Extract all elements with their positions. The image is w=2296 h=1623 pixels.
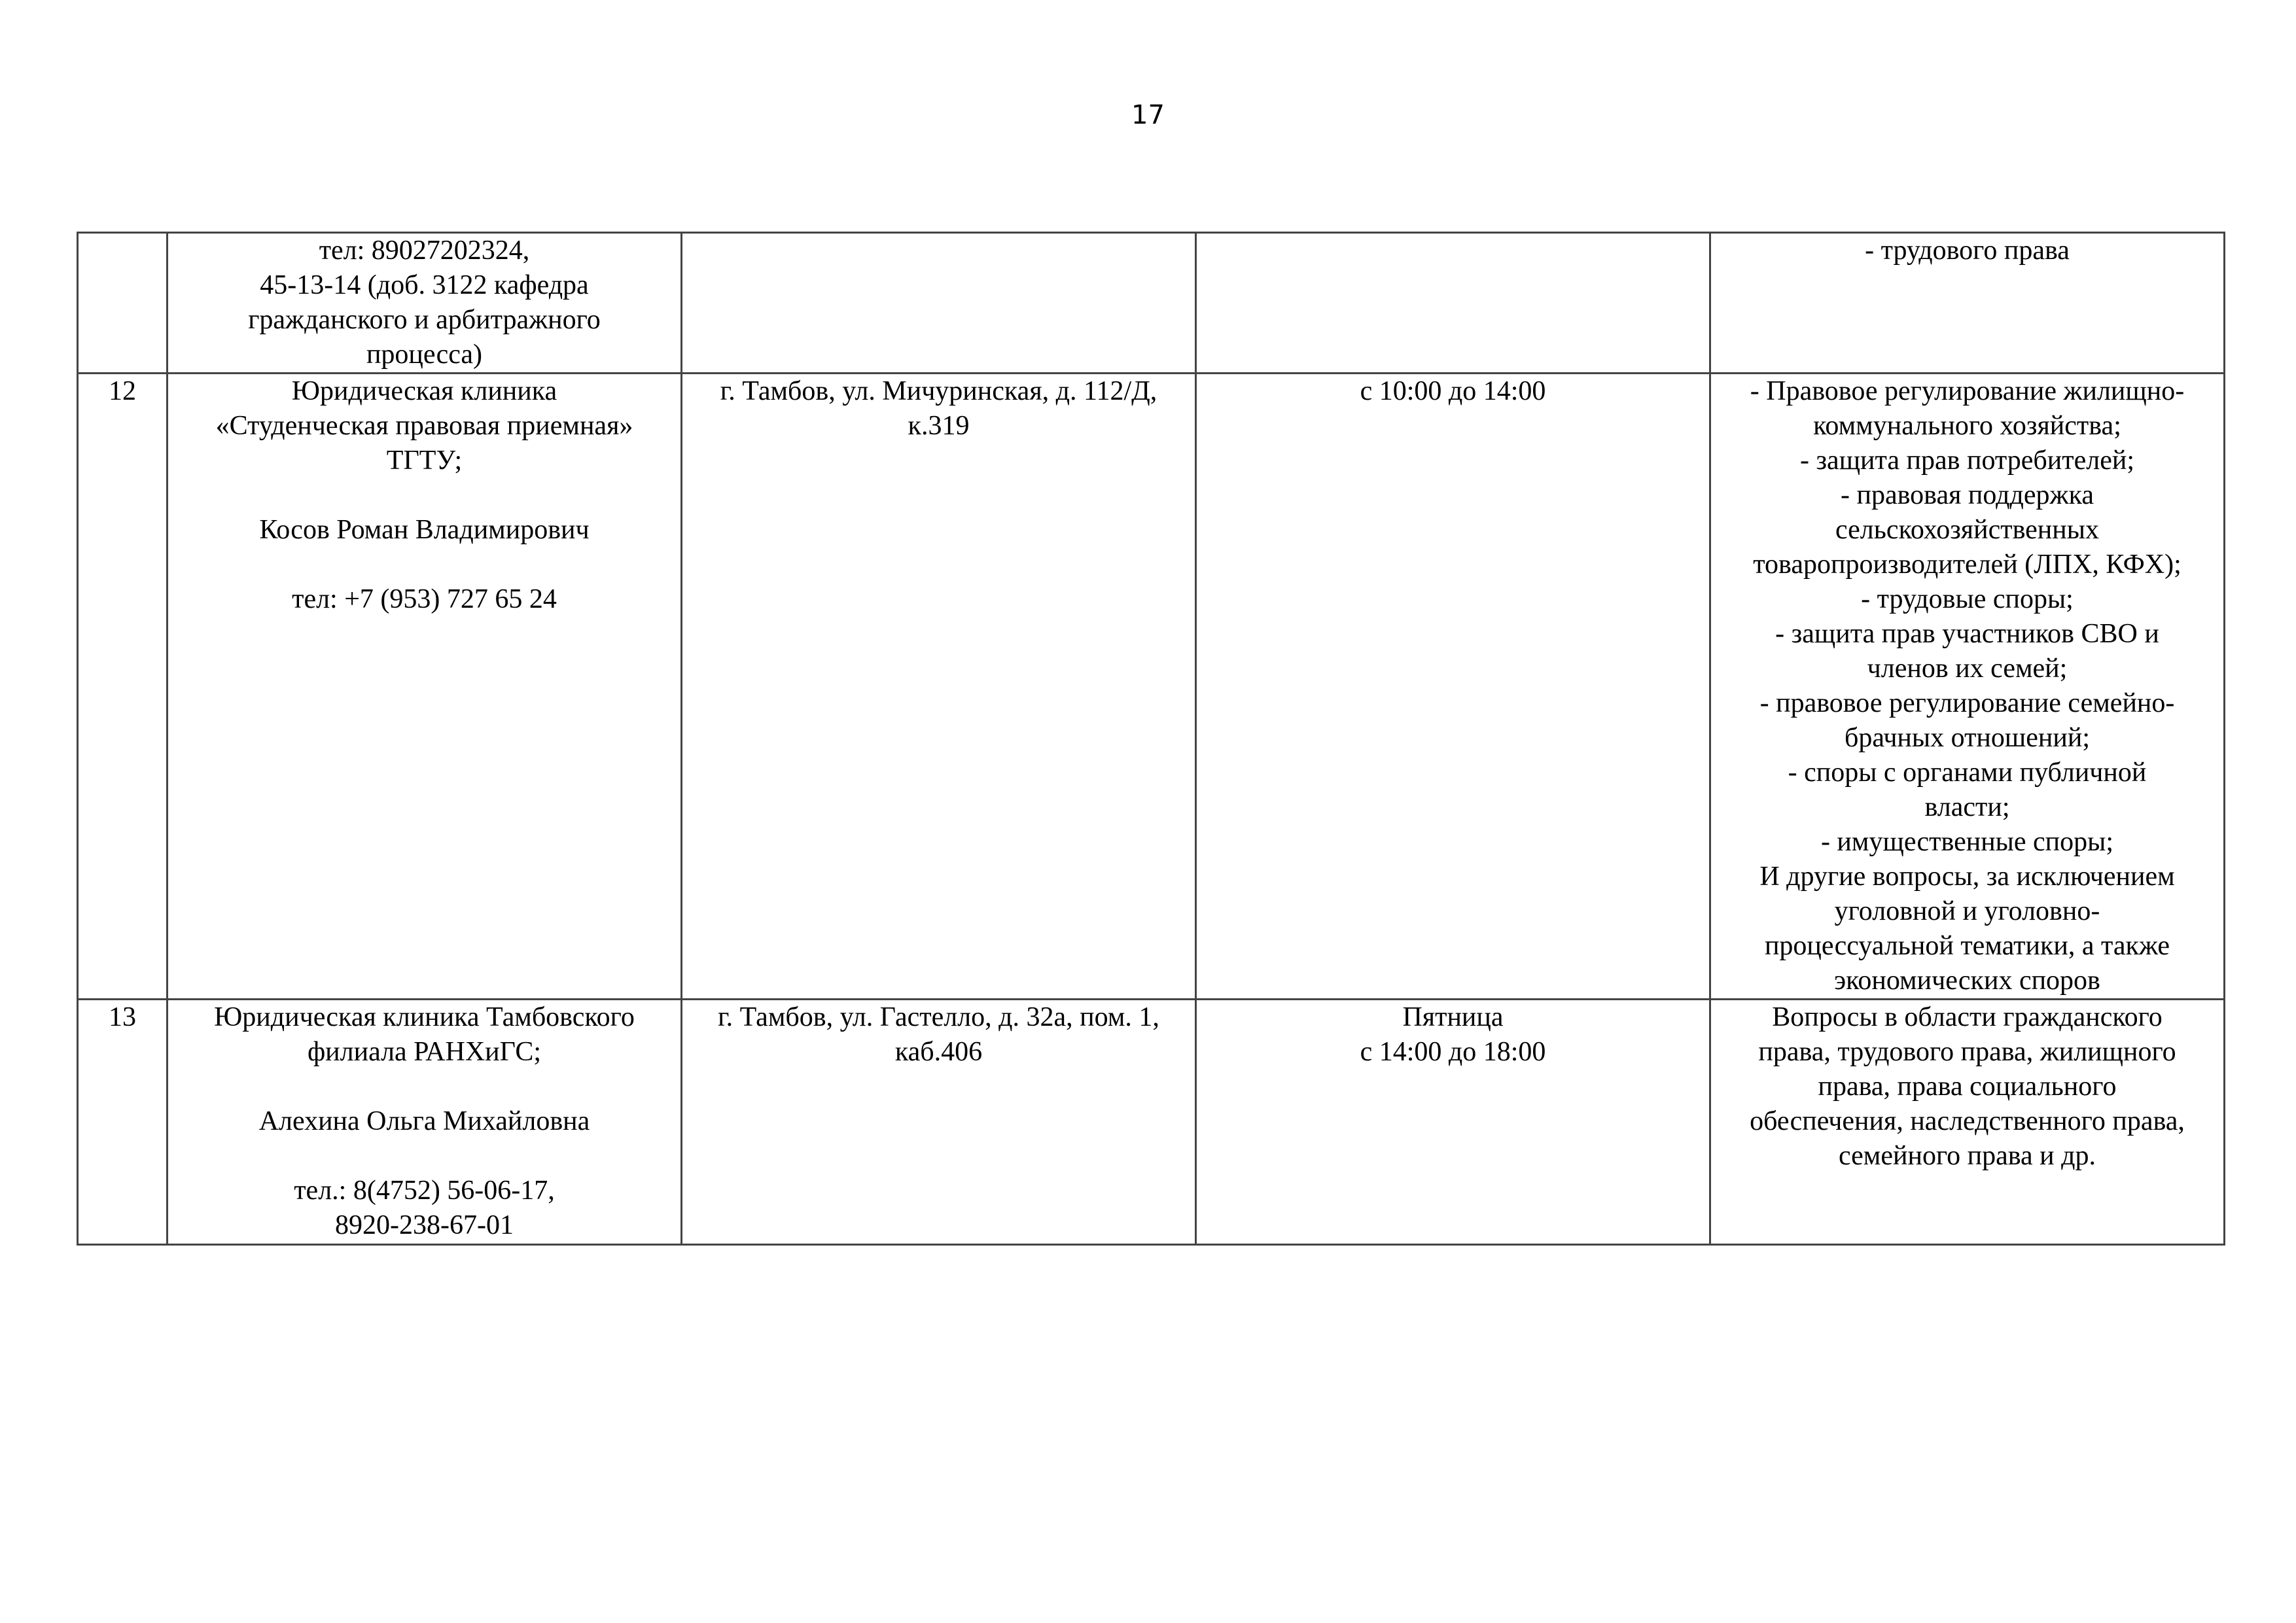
cell-number: 12 — [78, 374, 168, 1000]
table-row — [78, 1000, 2225, 1245]
cell-clinic-contact: Юридическая клиника «Студенческая правовая приемная» ТГТУ; Косов Роман Владимирович тел: +7 (953) 727 65 24 — [168, 374, 682, 1000]
cell-number — [78, 233, 168, 374]
page-number: 17 — [1131, 100, 1165, 130]
cell-address: г. Тамбов, ул. Гастелло, д. 32а, пом. 1, каб.406 — [682, 1000, 1196, 1245]
cell-hours: Пятница с 14:00 до 18:00 — [1196, 1000, 1710, 1245]
cell-address — [682, 233, 1196, 374]
table-row — [78, 374, 2225, 1000]
cell-hours: с 10:00 до 14:00 — [1196, 374, 1710, 1000]
legal-clinics-table — [77, 232, 2225, 1246]
cell-address: г. Тамбов, ул. Мичуринская, д. 112/Д, к.319 — [682, 374, 1196, 1000]
cell-clinic-contact: Юридическая клиника Тамбовского филиала РАНХиГС; Алехина Ольга Михайловна тел.: 8(4752) 56-06-17, 8920-238-67-01 — [168, 1000, 682, 1245]
cell-clinic-contact: тел: 89027202324, 45-13-14 (доб. 3122 кафедра гражданского и арбитражного процесса) — [168, 233, 682, 374]
cell-hours — [1196, 233, 1710, 374]
cell-topics: - трудового права — [1710, 233, 2225, 374]
table-row — [78, 233, 2225, 374]
cell-topics: Вопросы в области гражданского права, трудового права, жилищного права, права социального обеспечения, наследственного права, семейного права и др. — [1710, 1000, 2225, 1245]
cell-number: 13 — [78, 1000, 168, 1245]
cell-topics: - Правовое регулирование жилищно- коммунального хозяйства; - защита прав потребителей; - правовая поддержка сельскохозяйственных товаропроизводителей (ЛПХ, КФХ); - трудовые споры; - защита прав участников СВО и членов их семей; - правовое регулирование семейно- брачных отношений; - споры с органами публичной власти; - имущественные споры; И другие вопросы, за исключением уголовной и уголовно- процессуальной тематики, а также экономических споров — [1710, 374, 2225, 1000]
